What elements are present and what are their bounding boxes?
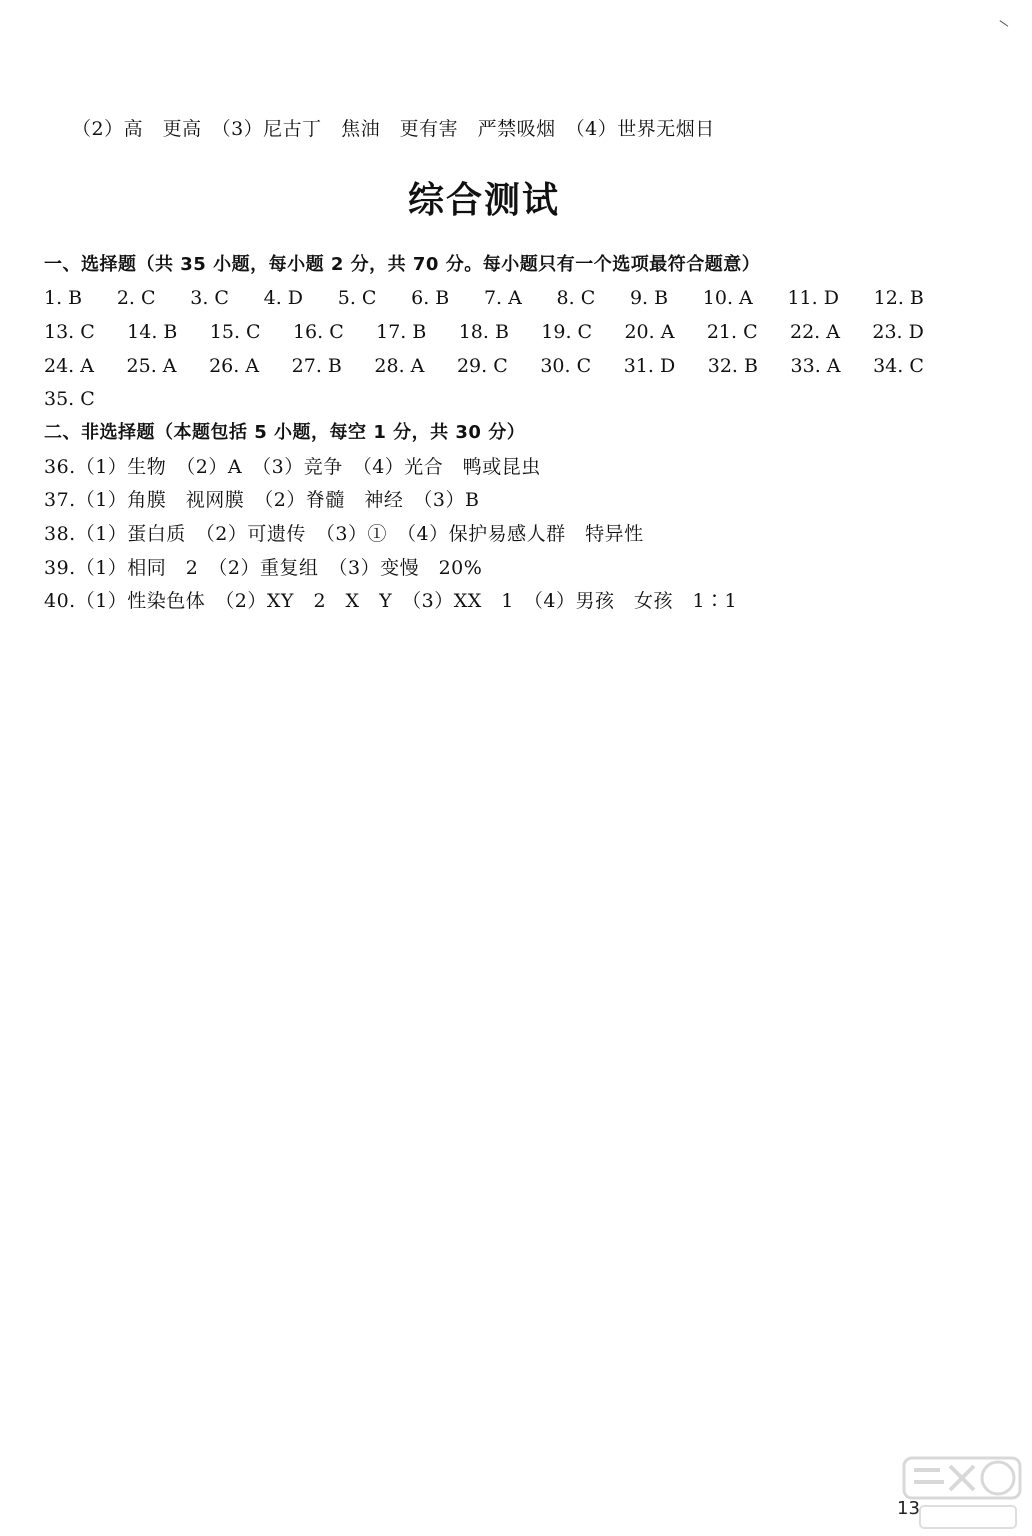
- section-heading-choice: 一、选择题（共 35 小题，每小题 2 分，共 70 分。每小题只有一个选项最符合题意）: [44, 254, 761, 275]
- page-title: 综合测试: [407, 180, 560, 221]
- choice-answer: 20. A: [624, 321, 675, 343]
- choice-answer: 17. B: [376, 321, 427, 343]
- choice-answer: 11. D: [787, 287, 839, 309]
- answer-line-39: 39.（1）相同 2 （2）重复组 （3）变慢 20%: [44, 557, 483, 579]
- choice-row-4: [44, 386, 924, 412]
- choice-answer: 10. A: [702, 287, 753, 309]
- choice-answer: 22. A: [790, 321, 840, 343]
- choice-answer: 4. D: [263, 287, 304, 309]
- choice-answer: 8. C: [556, 287, 596, 309]
- choice-answer: 18. B: [458, 321, 509, 343]
- answer-line-36: 36.（1）生物 （2）A （3）竞争 （4）光合 鸭或昆虫: [44, 456, 541, 478]
- choice-answer: 14. B: [127, 321, 178, 343]
- choice-answer: 13. C: [44, 321, 95, 343]
- choice-answer: 7. A: [483, 287, 522, 309]
- answer-line-37: 37.（1）角膜 视网膜 （2）脊髓 神经 （3）B: [44, 489, 480, 511]
- section-heading-nonchoice: 二、非选择题（本题包括 5 小题，每空 1 分，共 30 分）: [44, 422, 526, 443]
- page-number: 13: [897, 1498, 920, 1519]
- previous-answer-line: （2）高 更高 （3）尼古丁 焦油 更有害 严禁吸烟 （4）世界无烟日: [72, 118, 715, 140]
- answer-line-40: 40.（1）性染色体 （2）XY 2 X Y （3）XX 1 （4）男孩 女孩 1∶1: [44, 590, 738, 612]
- choice-answer: 12. B: [873, 287, 924, 309]
- choice-answer: 28. A: [374, 355, 425, 377]
- choice-answer: 29. C: [456, 355, 508, 377]
- watermark-logo: [900, 1452, 1024, 1532]
- choice-answer: 27. B: [291, 355, 342, 377]
- choice-answer: 6. B: [411, 287, 450, 309]
- scan-mark: [994, 20, 1009, 35]
- choice-answer: 23. D: [872, 321, 924, 343]
- choice-row-1: [44, 285, 924, 311]
- choice-answer: 5. C: [337, 287, 377, 309]
- choice-answer: 25. A: [126, 355, 177, 377]
- choice-answer: 34. C: [873, 355, 924, 377]
- choice-answer: 9. B: [629, 287, 669, 309]
- choice-answer: 33. A: [790, 355, 841, 377]
- choice-answer: 35. C: [44, 388, 95, 410]
- choice-answer: 1. B: [44, 287, 83, 309]
- choice-answer: 31. D: [623, 355, 676, 377]
- answer-line-38: 38.（1）蛋白质 （2）可遗传 （3）① （4）保护易感人群 特异性: [44, 523, 644, 545]
- choice-answer: 21. C: [706, 321, 758, 343]
- choice-answer: 2. C: [116, 287, 156, 309]
- choice-answer: 3. C: [190, 287, 229, 309]
- choice-answer: 32. B: [707, 355, 758, 377]
- choice-answer: 15. C: [209, 321, 261, 343]
- choice-row-2: [44, 319, 924, 345]
- choice-answer: 30. C: [540, 355, 592, 377]
- choice-answer: 19. C: [541, 321, 593, 343]
- choice-answer: 26. A: [209, 355, 260, 377]
- choice-answer: 24. A: [44, 355, 94, 377]
- choice-answer: 16. C: [292, 321, 344, 343]
- choice-row-3: [44, 353, 924, 379]
